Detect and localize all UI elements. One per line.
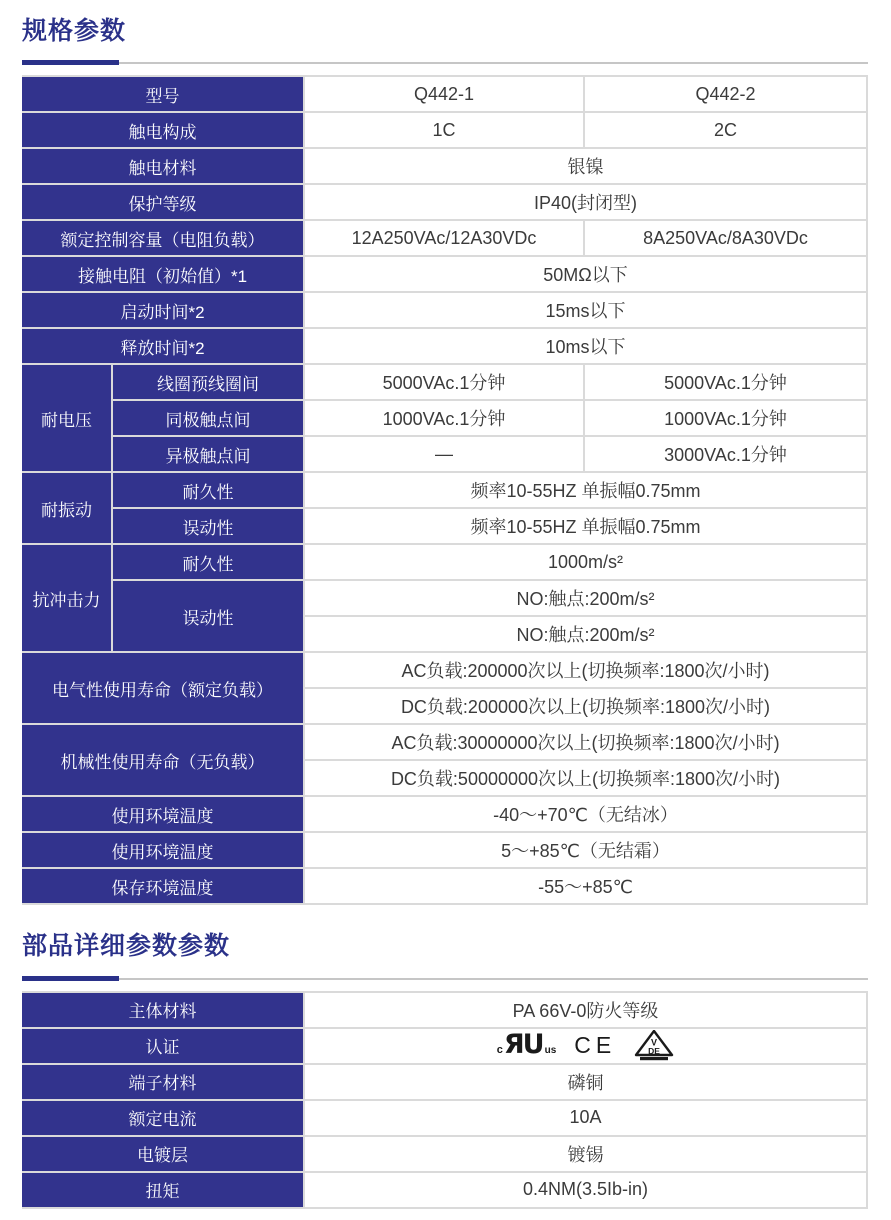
spec-group-cell: 耐振动 xyxy=(22,473,113,545)
spec-value-cell: 3000VAc.1分钟 xyxy=(585,437,868,473)
spec-label-cell: 触电构成 xyxy=(22,113,305,149)
table-row xyxy=(22,581,868,617)
certification-cell xyxy=(305,1029,868,1065)
spec-sublabel-cell: 线圈预线圈间 xyxy=(113,365,305,401)
detail-label-cell: 主体材料 xyxy=(22,993,305,1029)
spec-label-cell: 电气性使用寿命（额定负载） xyxy=(22,653,305,725)
spec-value-cell: 频率10-55HZ 单振幅0.75mm xyxy=(305,509,868,545)
spec-value-cell: 频率10-55HZ 单振幅0.75mm xyxy=(305,473,868,509)
spec-value-cell: 12A250VAc/12A30VDc xyxy=(305,221,585,257)
spec-label-cell: 型号 xyxy=(22,77,305,113)
spec-value-cell: DC负载:200000次以上(切换频率:1800次/小时) xyxy=(305,689,868,725)
spec-sublabel-cell: 误动性 xyxy=(113,509,305,545)
ul-us-label: us xyxy=(544,1044,557,1056)
table-row xyxy=(22,293,868,329)
spec-value-cell: 2C xyxy=(585,113,868,149)
detail-table xyxy=(22,991,868,1209)
spec-value-cell: -40～+70℃（无结冰） xyxy=(305,797,868,833)
spec-value-cell: 1C xyxy=(305,113,585,149)
table-row xyxy=(22,1029,868,1065)
spec-group-cell: 耐电压 xyxy=(22,365,113,473)
table-row xyxy=(22,833,868,869)
spec-sublabel-cell: 异极触点间 xyxy=(113,437,305,473)
detail-label-cell: 额定电流 xyxy=(22,1101,305,1137)
table-row xyxy=(22,149,868,185)
ul-c-label: c xyxy=(496,1043,503,1056)
spec-group-cell: 抗冲击力 xyxy=(22,545,113,653)
table-row xyxy=(22,1173,868,1209)
spec-value-cell: AC负载:200000次以上(切换频率:1800次/小时) xyxy=(305,653,868,689)
spec-value-cell: — xyxy=(305,437,585,473)
vde-v-label: V xyxy=(651,1037,658,1047)
spec-value-cell: 8A250VAc/8A30VDc xyxy=(585,221,868,257)
spec-label-cell: 触电材料 xyxy=(22,149,305,185)
underline-gray-line xyxy=(119,62,868,64)
underline-accent-bar xyxy=(22,976,119,981)
detail-label-cell: 端子材料 xyxy=(22,1065,305,1101)
spec-label-cell: 额定控制容量（电阻负载） xyxy=(22,221,305,257)
table-row xyxy=(22,401,868,437)
spec-value-cell: Q442-1 xyxy=(305,77,585,113)
table-row xyxy=(22,365,868,401)
spec-table xyxy=(22,75,868,905)
table-row xyxy=(22,545,868,581)
spec-value-cell: Q442-2 xyxy=(585,77,868,113)
table-row xyxy=(22,993,868,1029)
spec-title-underline xyxy=(22,60,868,66)
spec-value-cell: NO:触点:200m/s² xyxy=(305,617,868,653)
spec-section-title: 规格参数 xyxy=(22,17,127,45)
spec-sublabel-cell: 误动性 xyxy=(113,581,305,653)
ul-certification-icon xyxy=(496,1029,557,1061)
spec-label-cell: 保存环境温度 xyxy=(22,869,305,905)
spec-value-cell: 1000VAc.1分钟 xyxy=(305,401,585,437)
detail-label-cell: 认证 xyxy=(22,1029,305,1065)
spec-value-cell: 50MΩ以下 xyxy=(305,257,868,293)
spec-value-cell: 15ms以下 xyxy=(305,293,868,329)
table-row xyxy=(22,113,868,149)
table-row xyxy=(22,1065,868,1101)
table-row xyxy=(22,1101,868,1137)
spec-value-cell: NO:触点:200m/s² xyxy=(305,581,868,617)
detail-label-cell: 电镀层 xyxy=(22,1137,305,1173)
spec-label-cell: 释放时间*2 xyxy=(22,329,305,365)
spec-value-cell: 1000VAc.1分钟 xyxy=(585,401,868,437)
detail-value-cell: 0.4NM(3.5Ib-in) xyxy=(305,1173,868,1209)
underline-gray-line xyxy=(119,978,868,980)
spec-value-cell: 5000VAc.1分钟 xyxy=(585,365,868,401)
table-row xyxy=(22,221,868,257)
spec-label-cell: 启动时间*2 xyxy=(22,293,305,329)
vde-certification-icon xyxy=(634,1030,674,1062)
spec-sublabel-cell: 耐久性 xyxy=(113,545,305,581)
table-row xyxy=(22,77,868,113)
detail-label-cell: 扭矩 xyxy=(22,1173,305,1209)
table-row xyxy=(22,257,868,293)
spec-label-cell: 使用环境温度 xyxy=(22,833,305,869)
ul-ru-label: ЯU xyxy=(503,1029,543,1061)
table-row xyxy=(22,725,868,761)
table-row xyxy=(22,473,868,509)
spec-value-cell: AC负载:30000000次以上(切换频率:1800次/小时) xyxy=(305,725,868,761)
detail-value-cell: 10A xyxy=(305,1101,868,1137)
vde-de-label: DE xyxy=(648,1045,661,1056)
spec-value-cell: 银镍 xyxy=(305,149,868,185)
underline-accent-bar xyxy=(22,60,119,65)
certification-marks xyxy=(311,1030,860,1062)
ce-certification-icon: CE xyxy=(574,1032,617,1058)
table-row xyxy=(22,653,868,689)
spec-label-cell: 机械性使用寿命（无负载） xyxy=(22,725,305,797)
spec-value-cell: DC负载:50000000次以上(切换频率:1800次/小时) xyxy=(305,761,868,797)
spec-value-cell: IP40(封闭型) xyxy=(305,185,868,221)
spec-value-cell: 5～+85℃（无结霜） xyxy=(305,833,868,869)
spec-label-cell: 保护等级 xyxy=(22,185,305,221)
table-row xyxy=(22,1137,868,1173)
detail-value-cell: 镀锡 xyxy=(305,1137,868,1173)
spec-value-cell: -55～+85℃ xyxy=(305,869,868,905)
table-row xyxy=(22,185,868,221)
spec-value-cell: 5000VAc.1分钟 xyxy=(305,365,585,401)
section-spacer xyxy=(22,905,868,929)
detail-title-underline xyxy=(22,976,868,982)
table-row xyxy=(22,437,868,473)
spec-sublabel-cell: 耐久性 xyxy=(113,473,305,509)
spec-value-cell: 1000m/s² xyxy=(305,545,868,581)
spec-label-cell: 使用环境温度 xyxy=(22,797,305,833)
spec-value-cell: 10ms以下 xyxy=(305,329,868,365)
table-row xyxy=(22,509,868,545)
detail-value-cell: PA 66V-0防火等级 xyxy=(305,993,868,1029)
detail-section-title: 部品详细参数参数 xyxy=(22,932,231,961)
spec-label-cell: 接触电阻（初始值）*1 xyxy=(22,257,305,293)
table-row xyxy=(22,869,868,905)
table-row xyxy=(22,329,868,365)
detail-value-cell: 磷铜 xyxy=(305,1065,868,1101)
table-row xyxy=(22,797,868,833)
spec-sublabel-cell: 同极触点间 xyxy=(113,401,305,437)
